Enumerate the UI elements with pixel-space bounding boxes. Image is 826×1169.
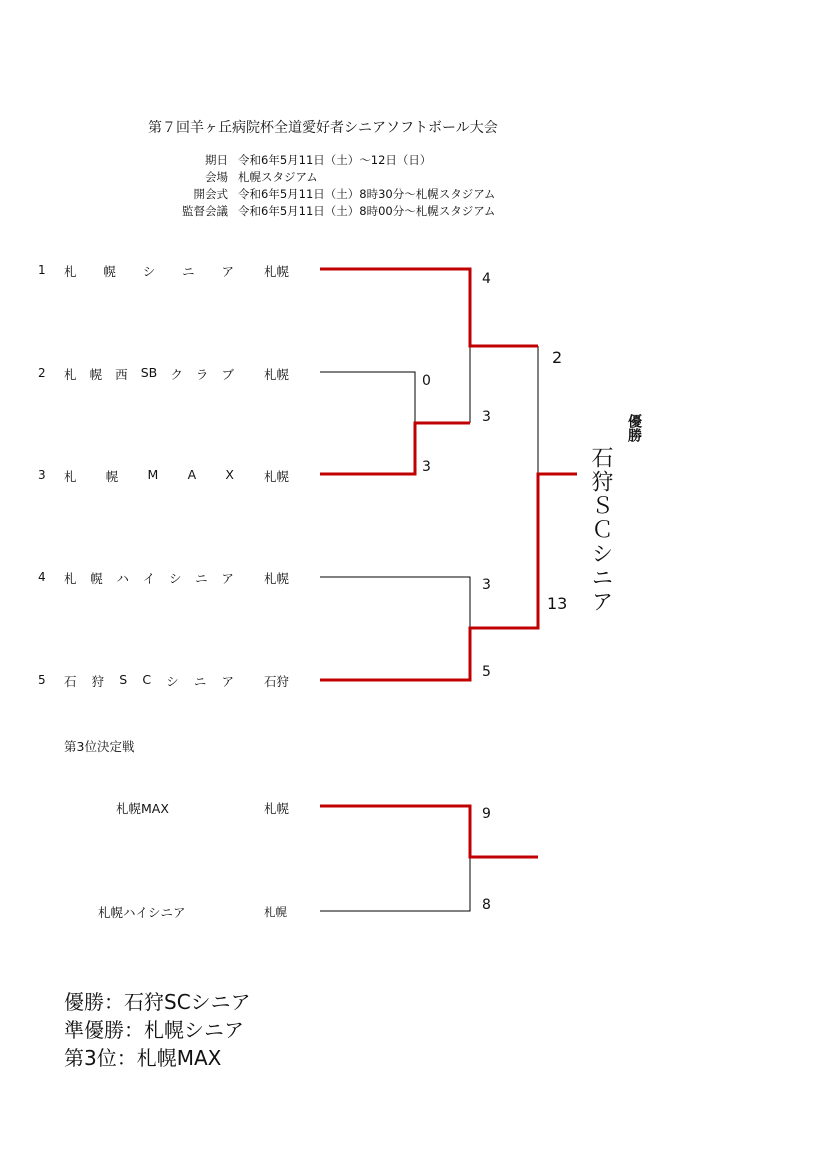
score-sf2-team5: 5 — [482, 664, 491, 680]
info-value: 令和6年5月11日（土）8時00分～札幌スタジアム — [238, 204, 496, 218]
info-label: 期日 — [205, 153, 228, 167]
team-region: 札幌 — [264, 367, 290, 382]
score-sf2-team4: 3 — [482, 577, 491, 593]
summary-third: 第3位：札幌MAX — [64, 1046, 222, 1070]
third-place-title: 第3位決定戦 — [64, 739, 135, 754]
score-final-top: 2 — [552, 348, 563, 367]
page-title: 第７回羊ヶ丘病院杯全道愛好者シニアソフトボール大会 — [148, 120, 498, 136]
third-team-region: 札幌 — [264, 905, 287, 919]
line-team2 — [320, 372, 415, 474]
info-value: 令和6年5月11日（土）～12日（日） — [238, 153, 432, 167]
win-third — [320, 806, 538, 857]
third-team-region: 札幌 — [264, 801, 290, 816]
line-third-lower — [320, 857, 470, 911]
champion-label: 優勝 — [626, 414, 642, 442]
third-team-name: 札幌MAX — [116, 801, 169, 816]
team-region: 札幌 — [264, 571, 290, 586]
summary-champion: 優勝：石狩SCシニア — [64, 990, 251, 1014]
win-team1 — [320, 269, 538, 346]
team-name: 札 幌 ハ イ シ ニ ア — [64, 571, 234, 586]
third-score-bottom: 8 — [482, 897, 491, 913]
info-value: 札幌スタジアム — [238, 170, 318, 184]
champion-name: 石狩ＳＣシニア — [588, 446, 613, 614]
info-label: 開会式 — [193, 187, 228, 201]
team-name: 札 幌 西 SB ク ラ ブ — [64, 365, 234, 382]
score-r1-team2: 0 — [422, 373, 431, 389]
score-r1-team3: 3 — [422, 459, 431, 475]
line-team4 — [320, 577, 470, 628]
team-seed: 2 — [38, 366, 46, 380]
score-sf1-team1: 4 — [482, 271, 491, 287]
info-label: 監督会議 — [182, 204, 228, 218]
team-seed: 1 — [38, 263, 46, 277]
info-label: 会場 — [205, 170, 228, 184]
team-name: 石 狩 S C シ ニ ア — [64, 672, 234, 689]
team-region: 石狩 — [264, 674, 290, 689]
win-team3 — [320, 423, 470, 474]
team-seed: 4 — [38, 570, 46, 584]
score-final-bottom: 13 — [547, 594, 568, 613]
third-team-name: 札幌ハイシニア — [98, 905, 186, 920]
info-value: 令和6年5月11日（土）8時30分～札幌スタジアム — [238, 187, 496, 201]
team-region: 札幌 — [264, 264, 290, 279]
team-seed: 3 — [38, 468, 46, 482]
team-name: 札 幌 シ ニ ア — [64, 264, 234, 279]
team-name: 札 幌 M A X — [64, 467, 234, 484]
summary-runner-up: 準優勝：札幌シニア — [64, 1018, 244, 1042]
team-seed: 5 — [38, 673, 46, 687]
team-region: 札幌 — [264, 469, 290, 484]
score-sf1-winner: 3 — [482, 409, 491, 425]
third-score-top: 9 — [482, 806, 491, 822]
